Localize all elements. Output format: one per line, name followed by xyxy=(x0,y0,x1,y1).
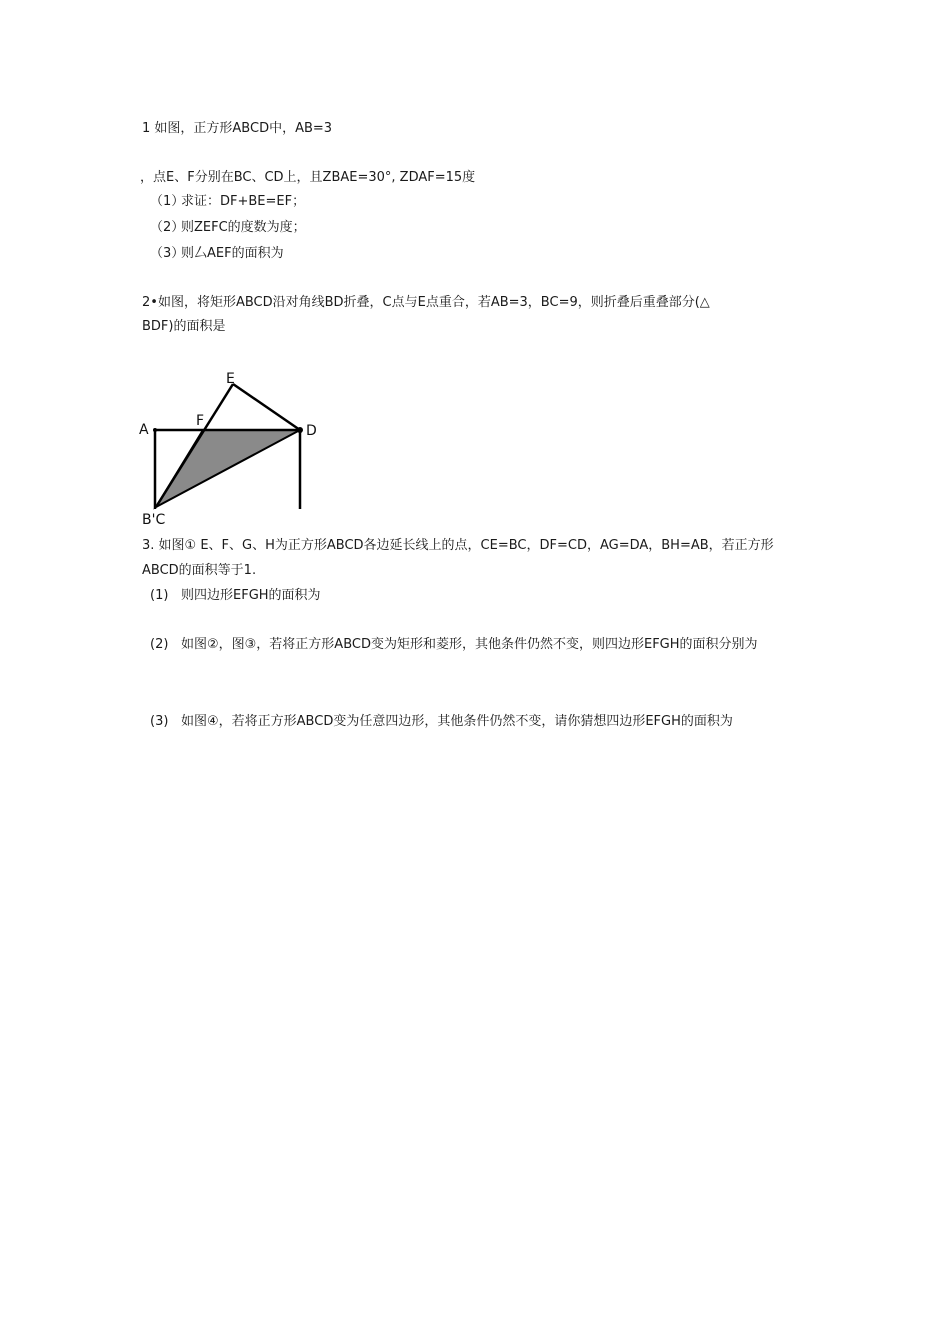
sub-text: 求证：DF+BE=EF； xyxy=(181,194,306,209)
problem3-sub1 xyxy=(150,588,321,604)
problem2-line1: 2•如图，将矩形ABCD沿对角线BD折叠，C点与E点重合，若AB=3，BC=9，则折叠后重叠部分(△ xyxy=(142,295,710,310)
fold-rectangle-figure xyxy=(138,364,338,528)
sub-number: (3) xyxy=(150,714,169,729)
label-e: E xyxy=(226,371,235,387)
problem3-line1: 3. 如图① E、F、G、H为正方形ABCD各边延长线上的点，CE=BC，DF=CD，AG=DA，BH=AB，若正方形 xyxy=(142,538,774,553)
label-f: F xyxy=(196,413,205,429)
problem1-sub2 xyxy=(150,220,306,236)
problem3-sub2 xyxy=(150,637,758,653)
point-d xyxy=(297,427,303,433)
label-a: A xyxy=(139,422,149,438)
sub-number: (2) xyxy=(150,637,169,652)
problem3-sub3 xyxy=(150,714,733,730)
problem3-line2: ABCD的面积等于1. xyxy=(142,563,257,578)
problem1-sub1 xyxy=(150,194,305,210)
sub-text: 如图④，若将正方形ABCD变为任意四边形，其他条件仍然不变，请你猜想四边形EFGH的面积为 xyxy=(181,714,733,729)
label-bc: B'C xyxy=(142,512,166,528)
problem1-sub3 xyxy=(150,246,284,262)
sub-text: 如图②，图③，若将正方形ABCD变为矩形和菱形，其他条件仍然不变，则四边形EFGH的面积分别为 xyxy=(181,637,758,652)
sub-number: (1) xyxy=(150,588,169,603)
sub-number: （2） xyxy=(150,220,185,235)
sub-number: （3） xyxy=(150,246,185,261)
problem1-title: 1 如图，正方形ABCD中，AB=3 xyxy=(142,121,333,136)
point-a xyxy=(153,428,157,432)
problem1-condition: ，点E、F分别在BC、CD上，且ZBAE=30°, ZDAF=15度 xyxy=(140,170,476,185)
problem2-line2: BDF)的面积是 xyxy=(142,319,226,334)
segment-ed xyxy=(233,384,300,430)
sub-text: 则ZEFC的度数为度； xyxy=(181,220,306,235)
sub-number: （1） xyxy=(150,194,185,209)
sub-text: 则四边形EFGH的面积为 xyxy=(181,588,321,603)
sub-text: 则厶AEF的面积为 xyxy=(181,246,284,261)
shaded-triangle-bdf xyxy=(156,430,300,507)
label-d: D xyxy=(306,423,317,439)
